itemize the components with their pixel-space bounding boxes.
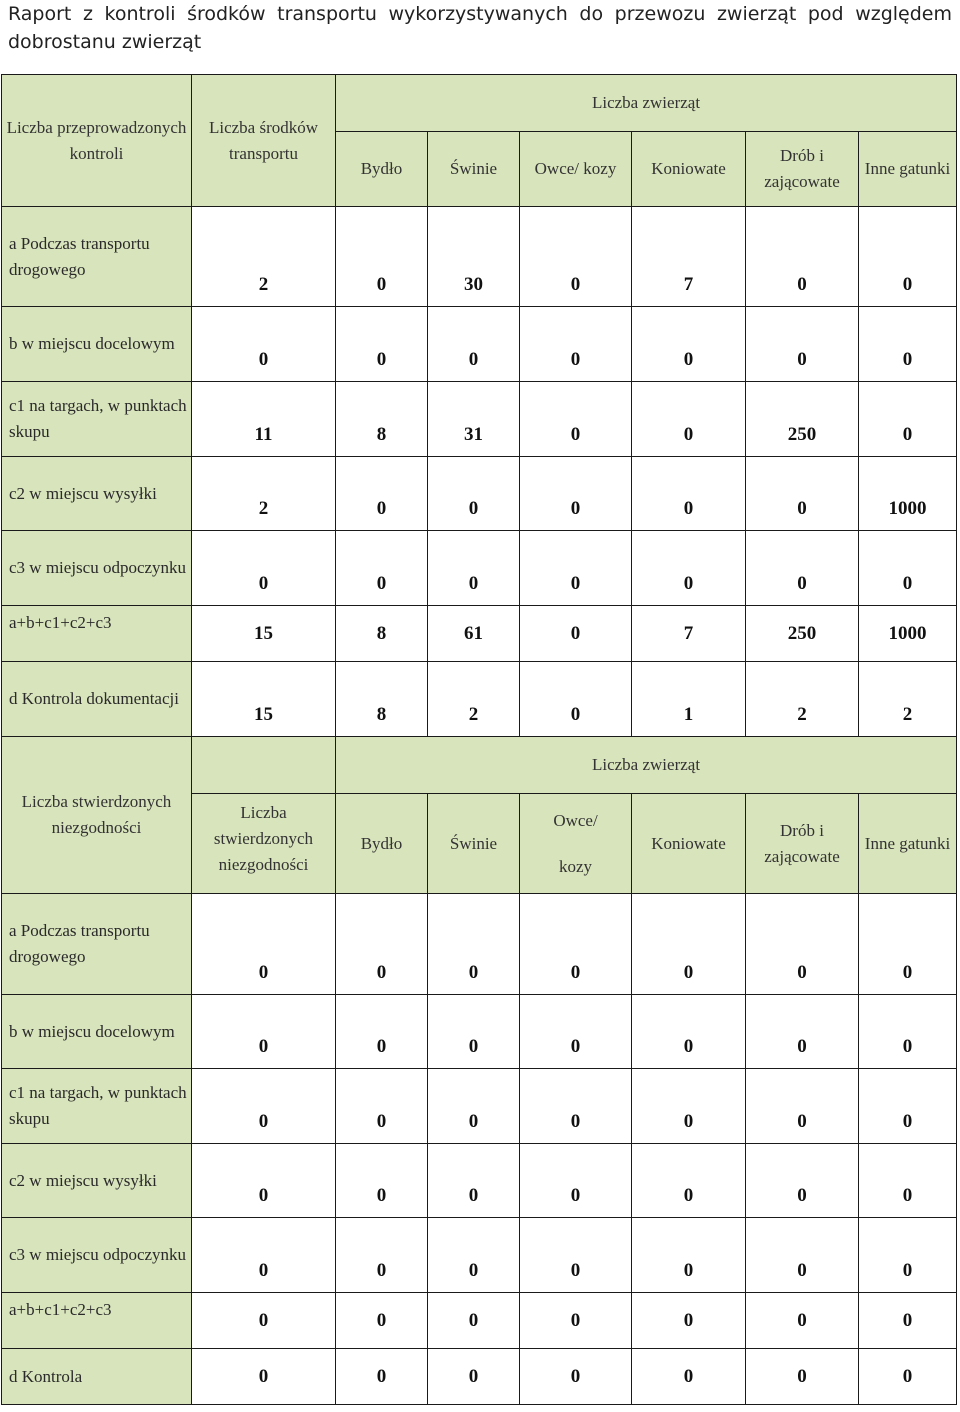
row-label: a+b+c1+c2+c3 bbox=[2, 606, 192, 662]
cell: 0 bbox=[520, 894, 632, 995]
table-row bbox=[2, 662, 957, 737]
cell: 0 bbox=[859, 1069, 957, 1144]
row-label: c2 w miejscu wysyłki bbox=[2, 457, 192, 531]
cell: 1000 bbox=[859, 606, 957, 662]
cell: 0 bbox=[428, 307, 520, 382]
header-animals-count: Liczba zwierząt bbox=[336, 737, 957, 794]
cell: 1000 bbox=[859, 457, 957, 531]
cell: 0 bbox=[859, 894, 957, 995]
cell: 7 bbox=[632, 207, 746, 307]
cell: 61 bbox=[428, 606, 520, 662]
cell: 0 bbox=[746, 1144, 859, 1218]
header-controls-count: Liczba przeprowadzonych kontroli bbox=[2, 75, 192, 207]
header-vehicles-count: Liczba środków transportu bbox=[192, 75, 336, 207]
cell: 15 bbox=[192, 606, 336, 662]
cell: 0 bbox=[632, 1218, 746, 1293]
cell: 8 bbox=[336, 662, 428, 737]
cell: 0 bbox=[859, 531, 957, 606]
cell: 0 bbox=[336, 207, 428, 307]
header-sheep-goats: Owce/ kozy bbox=[520, 132, 632, 207]
cell: 0 bbox=[632, 307, 746, 382]
cell: 0 bbox=[192, 531, 336, 606]
cell: 0 bbox=[632, 1349, 746, 1405]
controls-table bbox=[1, 74, 957, 737]
cell: 8 bbox=[336, 606, 428, 662]
cell: 2 bbox=[746, 662, 859, 737]
cell: 0 bbox=[428, 1069, 520, 1144]
cell: 0 bbox=[520, 531, 632, 606]
cell: 0 bbox=[746, 894, 859, 995]
row-label: a+b+c1+c2+c3 bbox=[2, 1293, 192, 1349]
cell: 30 bbox=[428, 207, 520, 307]
cell: 0 bbox=[336, 995, 428, 1069]
cell: 0 bbox=[336, 531, 428, 606]
cell: 0 bbox=[192, 1144, 336, 1218]
row-label: b w miejscu docelowym bbox=[2, 995, 192, 1069]
row-label: d Kontrola bbox=[2, 1349, 192, 1405]
cell: 0 bbox=[632, 457, 746, 531]
cell: 0 bbox=[192, 1218, 336, 1293]
cell: 0 bbox=[428, 1144, 520, 1218]
table-row bbox=[2, 207, 957, 307]
cell: 0 bbox=[746, 1069, 859, 1144]
cell: 1 bbox=[632, 662, 746, 737]
cell: 0 bbox=[192, 995, 336, 1069]
row-label: c2 w miejscu wysyłki bbox=[2, 1144, 192, 1218]
cell: 0 bbox=[428, 1293, 520, 1349]
cell: 0 bbox=[746, 207, 859, 307]
cell: 0 bbox=[520, 1349, 632, 1405]
row-label: c1 na targach, w punktach skupu bbox=[2, 382, 192, 457]
cell: 0 bbox=[520, 606, 632, 662]
cell: 2 bbox=[192, 207, 336, 307]
cell: 0 bbox=[746, 1293, 859, 1349]
cell: 0 bbox=[336, 1144, 428, 1218]
header-sheep-label: Owce/ bbox=[553, 810, 598, 830]
row-label: d Kontrola dokumentacji bbox=[2, 662, 192, 737]
cell: 0 bbox=[428, 1218, 520, 1293]
cell: 2 bbox=[192, 457, 336, 531]
cell: 0 bbox=[632, 995, 746, 1069]
header-cattle: Bydło bbox=[336, 132, 428, 207]
cell: 0 bbox=[859, 995, 957, 1069]
cell: 2 bbox=[428, 662, 520, 737]
cell: 0 bbox=[859, 1293, 957, 1349]
cell: 0 bbox=[520, 995, 632, 1069]
cell: 0 bbox=[428, 1349, 520, 1405]
cell: 0 bbox=[336, 1293, 428, 1349]
table-row bbox=[2, 1218, 957, 1293]
header-other-species: Inne gatunki bbox=[859, 132, 957, 207]
table-row bbox=[2, 606, 957, 662]
header-animals-count: Liczba zwierząt bbox=[336, 75, 957, 132]
cell: 0 bbox=[859, 1349, 957, 1405]
nonconformities-table bbox=[1, 736, 957, 1405]
cell: 0 bbox=[520, 1293, 632, 1349]
cell: 0 bbox=[746, 1349, 859, 1405]
cell: 0 bbox=[428, 531, 520, 606]
table-row bbox=[2, 457, 957, 531]
header-poultry-rabbits: Drób i zającowate bbox=[746, 794, 859, 894]
cell: 0 bbox=[336, 894, 428, 995]
cell: 250 bbox=[746, 382, 859, 457]
row-label: c3 w miejscu odpoczynku bbox=[2, 1218, 192, 1293]
cell: 0 bbox=[520, 1069, 632, 1144]
cell: 0 bbox=[859, 307, 957, 382]
cell: 0 bbox=[746, 307, 859, 382]
cell: 15 bbox=[192, 662, 336, 737]
cell: 0 bbox=[428, 995, 520, 1069]
cell: 0 bbox=[520, 207, 632, 307]
table-row bbox=[2, 307, 957, 382]
cell: 0 bbox=[632, 382, 746, 457]
cell: 31 bbox=[428, 382, 520, 457]
cell: 0 bbox=[859, 207, 957, 307]
cell: 0 bbox=[859, 1144, 957, 1218]
cell: 0 bbox=[336, 1218, 428, 1293]
table-row bbox=[2, 382, 957, 457]
cell: 2 bbox=[859, 662, 957, 737]
cell: 0 bbox=[336, 307, 428, 382]
cell: 0 bbox=[336, 1069, 428, 1144]
table-row bbox=[2, 995, 957, 1069]
row-label: a Podczas transportu drogowego bbox=[2, 207, 192, 307]
cell: 0 bbox=[520, 662, 632, 737]
cell: 0 bbox=[859, 382, 957, 457]
row-label: b w miejscu docelowym bbox=[2, 307, 192, 382]
cell: 0 bbox=[746, 1218, 859, 1293]
table-row bbox=[2, 531, 957, 606]
cell: 7 bbox=[632, 606, 746, 662]
row-label: c3 w miejscu odpoczynku bbox=[2, 531, 192, 606]
cell: 0 bbox=[632, 894, 746, 995]
cell: 0 bbox=[520, 457, 632, 531]
cell: 0 bbox=[632, 531, 746, 606]
cell: 0 bbox=[192, 307, 336, 382]
header-sheep-goats bbox=[520, 794, 632, 894]
header-pigs: Świnie bbox=[428, 132, 520, 207]
header-other-species: Inne gatunki bbox=[859, 794, 957, 894]
header-blank-cell bbox=[192, 737, 336, 794]
cell: 8 bbox=[336, 382, 428, 457]
cell: 0 bbox=[859, 1218, 957, 1293]
table-row bbox=[2, 1293, 957, 1349]
table-row bbox=[2, 1349, 957, 1405]
cell: 0 bbox=[746, 531, 859, 606]
cell: 0 bbox=[192, 1069, 336, 1144]
cell: 0 bbox=[632, 1144, 746, 1218]
row-label: a Podczas transportu drogowego bbox=[2, 894, 192, 995]
cell: 250 bbox=[746, 606, 859, 662]
cell: 0 bbox=[336, 457, 428, 531]
row-label: c1 na targach, w punktach skupu bbox=[2, 1069, 192, 1144]
cell: 0 bbox=[428, 457, 520, 531]
cell: 0 bbox=[192, 1293, 336, 1349]
header-nonconformities-count: Liczba stwierdzonych niezgodności bbox=[2, 737, 192, 894]
header-equines: Koniowate bbox=[632, 794, 746, 894]
cell: 0 bbox=[746, 457, 859, 531]
cell: 0 bbox=[632, 1069, 746, 1144]
cell: 0 bbox=[746, 995, 859, 1069]
cell: 11 bbox=[192, 382, 336, 457]
table-row bbox=[2, 1069, 957, 1144]
table-row bbox=[2, 1144, 957, 1218]
header-cattle: Bydło bbox=[336, 794, 428, 894]
report-title: Raport z kontroli środków transportu wykorzystywanych do przewozu zwierząt pod względem dobrostanu zwierząt bbox=[8, 3, 952, 53]
cell: 0 bbox=[336, 1349, 428, 1405]
header-poultry-rabbits: Drób i zającowate bbox=[746, 132, 859, 207]
cell: 0 bbox=[520, 1144, 632, 1218]
header-equines: Koniowate bbox=[632, 132, 746, 207]
cell: 0 bbox=[428, 894, 520, 995]
cell: 0 bbox=[520, 307, 632, 382]
table-row bbox=[2, 894, 957, 995]
header-nonconformities-count-2: Liczba stwierdzonych niezgodności bbox=[192, 794, 336, 894]
header-goats-label: kozy bbox=[558, 856, 593, 876]
cell: 0 bbox=[192, 1349, 336, 1405]
cell: 0 bbox=[632, 1293, 746, 1349]
header-pigs: Świnie bbox=[428, 794, 520, 894]
cell: 0 bbox=[192, 894, 336, 995]
cell: 0 bbox=[520, 382, 632, 457]
cell: 0 bbox=[520, 1218, 632, 1293]
